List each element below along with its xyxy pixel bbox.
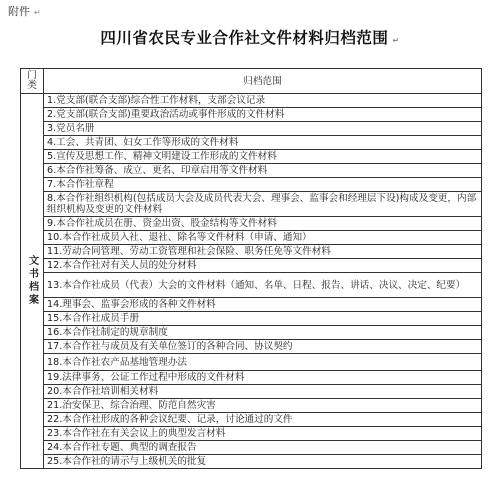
- table-row: [21, 298, 482, 312]
- table-row: [21, 354, 482, 371]
- scope-item: 19.法律事务、公证工作过程中形成的文件材料: [44, 371, 482, 385]
- table-row: [21, 455, 482, 469]
- table-row: [21, 178, 482, 192]
- paragraph-mark-icon: ↵: [392, 36, 400, 45]
- scope-item: 10.本合作社成员入社、退社、除名等文件材料（申请、通知）: [44, 231, 482, 245]
- scope-item: 24.本合作社专题、典型的调查报告: [44, 441, 482, 455]
- category-cell: [21, 94, 44, 469]
- scope-item: 18.本合作社农产品基地管理办法: [44, 354, 482, 371]
- table-row: [21, 413, 482, 427]
- table-row: [21, 245, 482, 259]
- scope-item: 25.本合作社的请示与上级机关的批复: [44, 455, 482, 469]
- header-category: 门类: [21, 69, 44, 94]
- table-row: [21, 150, 482, 164]
- scope-item: 23.本合作社在有关会议上的典型发言材料: [44, 427, 482, 441]
- category-label: 文书档案: [26, 255, 38, 307]
- table-row: [21, 385, 482, 399]
- table-row: [21, 217, 482, 231]
- table-row: [21, 259, 482, 273]
- scope-item: 4.工会、共青团、妇女工作等形成的文件材料: [44, 136, 482, 150]
- paragraph-mark-icon: ↵: [34, 8, 41, 17]
- scope-item: 17.本合作社与成员及有关单位签订的各种合同、协议契约: [44, 340, 482, 354]
- scope-item: 2.党支部(联合支部)重要政治活动或事件形成的文件材料: [44, 108, 482, 122]
- scope-item: 6.本合作社筹备、成立、更名、印章启用等文件材料: [44, 164, 482, 178]
- scope-item: 11.劳动合同管理、劳动工资管理和社会保险、职务任免等文件材料: [44, 245, 482, 259]
- table-row: [21, 427, 482, 441]
- table-row: [21, 192, 482, 217]
- table-row: [21, 399, 482, 413]
- scope-item: 14.理事会、监事会形成的各种文件材料: [44, 298, 482, 312]
- table-row: [21, 273, 482, 298]
- table-row: [21, 231, 482, 245]
- table-row: [21, 312, 482, 326]
- scope-item: 5.宣传及思想工作、精神文明建设工作形成的文件材料: [44, 150, 482, 164]
- scope-item: 3.党员名册: [44, 122, 482, 136]
- table-header-row: [21, 69, 482, 94]
- scope-item: 21.治安保卫、综合治理、防范自然灾害: [44, 399, 482, 413]
- table-row: [21, 441, 482, 455]
- scope-item: 1.党支部(联合支部)综合性工作材料，支部会议记录: [44, 94, 482, 108]
- scope-item: 8.本合作社组织机构(包括成员大会及成员代表大会、理事会、监事会和经理层下设)构成及变更，内部组织机构及变更的文件材料: [44, 192, 482, 217]
- scope-item: 15.本合作社成员手册: [44, 312, 482, 326]
- table-row: [21, 94, 482, 108]
- table-row: [21, 108, 482, 122]
- table-row: [21, 136, 482, 150]
- table-row: [21, 326, 482, 340]
- archive-scope-table: [20, 68, 482, 469]
- attachment-label: 附件 ↵: [8, 5, 41, 18]
- scope-item: 9.本合作社成员在册、资金出资、股金结构等文件材料: [44, 217, 482, 231]
- scope-item: 12.本合作社对有关人员的处分材料: [44, 259, 482, 273]
- document-title: 四川省农民专业合作社文件材料归档范围 ↵: [100, 29, 400, 47]
- table-row: [21, 164, 482, 178]
- scope-item: 20.本合作社培训相关材料: [44, 385, 482, 399]
- scope-item: 7.本合作社章程: [44, 178, 482, 192]
- scope-item: 13.本合作社成员（代表）大会的文件材料（通知、名单、日程、报告、讲话、决议、决定、纪要）: [44, 273, 482, 298]
- header-scope: 归档范围: [44, 69, 482, 94]
- table-row: [21, 122, 482, 136]
- table-row: [21, 371, 482, 385]
- scope-item: 22.本合作社形成的各种会议纪要、记录，讨论通过的文件: [44, 413, 482, 427]
- table-row: [21, 340, 482, 354]
- scope-item: 16.本合作社制定的规章制度: [44, 326, 482, 340]
